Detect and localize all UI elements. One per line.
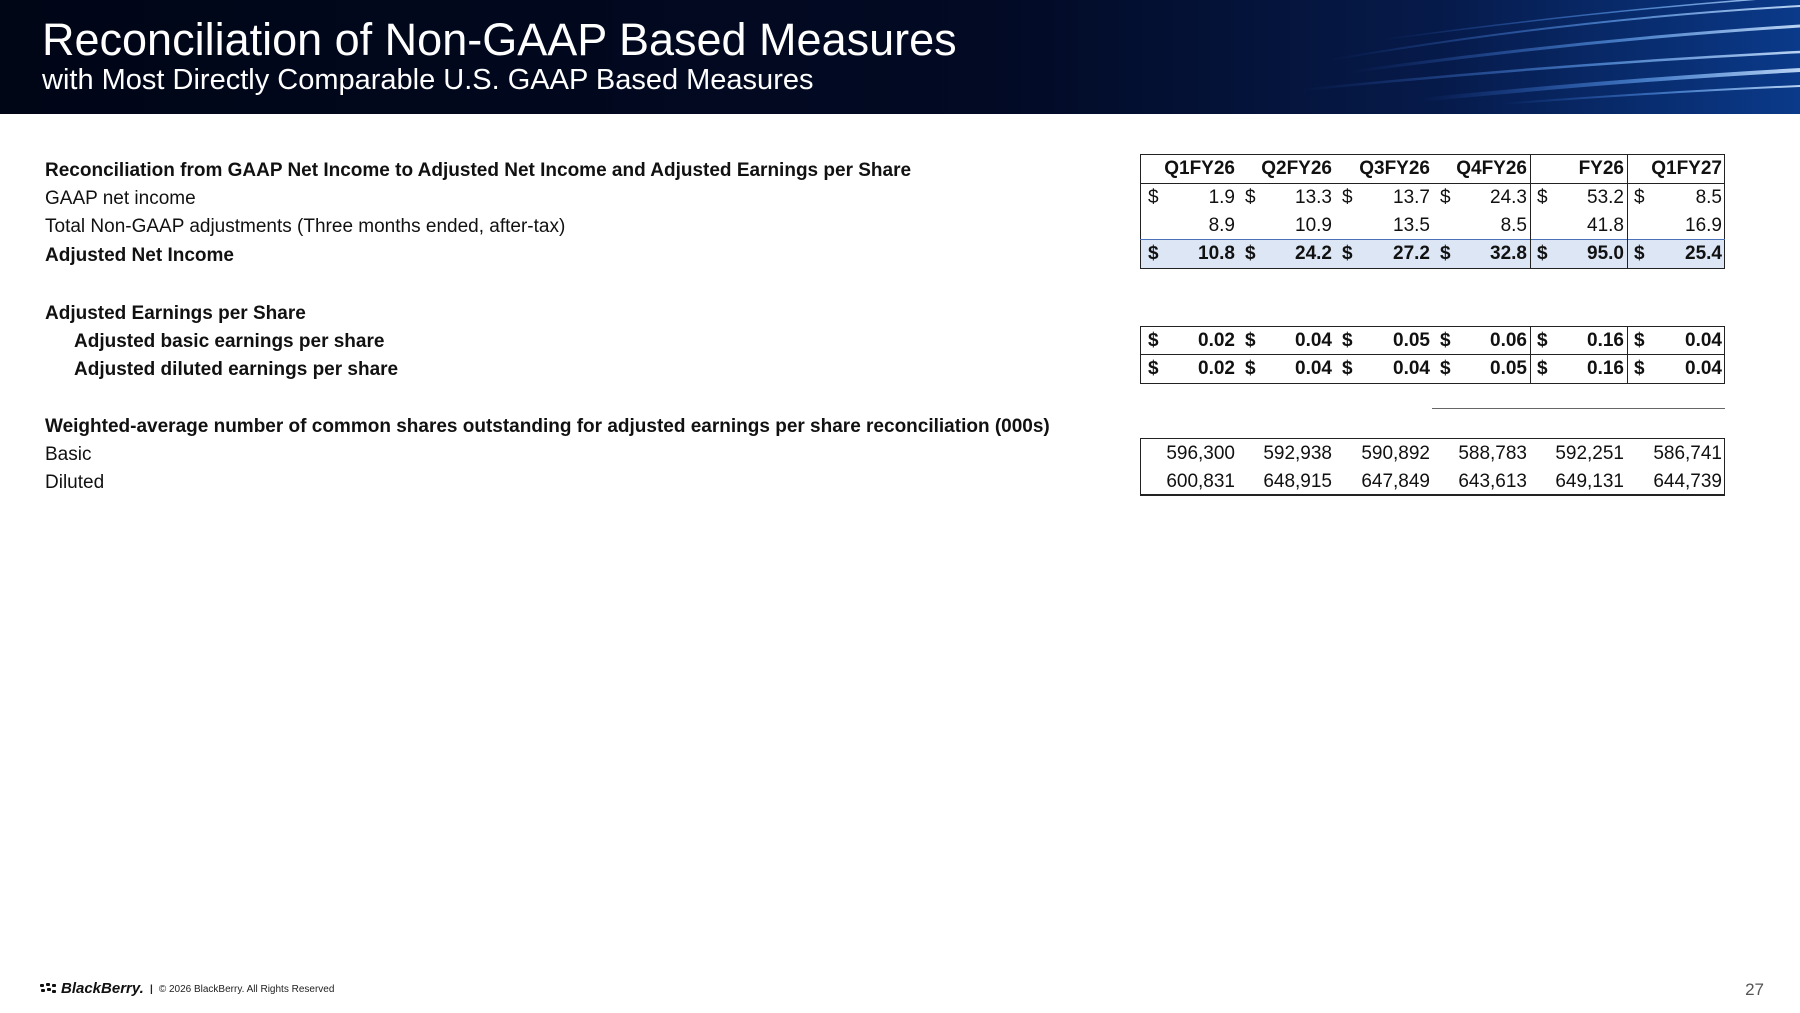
table-cell: 592,251	[1555, 443, 1624, 464]
table-cell: 0.05	[1490, 358, 1527, 379]
column-header: Q2FY26	[1261, 158, 1332, 179]
table-cell: 25.4	[1685, 243, 1722, 264]
table-divider	[1140, 239, 1725, 240]
currency-symbol: $	[1148, 358, 1159, 379]
page-title: Reconciliation of Non-GAAP Based Measures	[42, 14, 957, 65]
page-subtitle: with Most Directly Comparable U.S. GAAP Based Measures	[42, 64, 814, 96]
table-divider	[1627, 326, 1628, 384]
currency-symbol: $	[1342, 243, 1353, 264]
section1-heading: Reconciliation from GAAP Net Income to Adjusted Net Income and Adjusted Earnings per Share	[45, 160, 912, 181]
table-cell: 0.16	[1587, 358, 1624, 379]
table-cell: 0.02	[1198, 330, 1235, 351]
table-cell: 24.3	[1490, 187, 1527, 208]
currency-symbol: $	[1245, 358, 1256, 379]
blackberry-logo-icon	[40, 983, 56, 995]
currency-symbol: $	[1537, 330, 1548, 351]
table-divider	[1530, 154, 1531, 269]
table-cell: 596,300	[1166, 443, 1235, 464]
currency-symbol: $	[1245, 187, 1256, 208]
currency-symbol: $	[1537, 187, 1548, 208]
table-cell: 0.04	[1295, 330, 1332, 351]
section2-heading: Adjusted Earnings per Share	[45, 303, 306, 324]
column-header: Q1FY27	[1651, 158, 1722, 179]
currency-symbol: $	[1634, 330, 1645, 351]
table-cell: 600,831	[1166, 471, 1235, 492]
column-header: Q3FY26	[1359, 158, 1430, 179]
section3-heading: Weighted-average number of common shares outstanding for adjusted earnings per share reconciliation (000s)	[45, 416, 1050, 437]
table-divider	[1530, 326, 1531, 384]
table-cell: 32.8	[1490, 243, 1527, 264]
table-border	[1140, 154, 1725, 269]
currency-symbol: $	[1634, 187, 1645, 208]
table-cell: 16.9	[1685, 215, 1722, 236]
column-header: Q1FY26	[1164, 158, 1235, 179]
table-cell: 0.04	[1393, 358, 1430, 379]
currency-symbol: $	[1342, 187, 1353, 208]
brand-logo	[40, 980, 144, 997]
currency-symbol: $	[1634, 358, 1645, 379]
table-cell: 0.04	[1295, 358, 1332, 379]
table-cell: 10.9	[1295, 215, 1332, 236]
currency-symbol: $	[1537, 243, 1548, 264]
currency-symbol: $	[1537, 358, 1548, 379]
row-label: Total Non-GAAP adjustments (Three months ended, after-tax)	[45, 216, 566, 237]
table-cell: 13.5	[1393, 215, 1430, 236]
currency-symbol: $	[1148, 187, 1159, 208]
currency-symbol: $	[1440, 358, 1451, 379]
table-cell: 586,741	[1653, 443, 1722, 464]
currency-symbol: $	[1342, 330, 1353, 351]
row-label: GAAP net income	[45, 188, 196, 209]
table-divider	[1140, 354, 1725, 355]
separator-line	[1432, 408, 1725, 409]
table-cell: 27.2	[1393, 243, 1430, 264]
table-border	[1140, 438, 1725, 496]
table-cell: 588,783	[1458, 443, 1527, 464]
table-cell: 643,613	[1458, 471, 1527, 492]
table-border	[1140, 326, 1725, 384]
currency-symbol: $	[1148, 330, 1159, 351]
table-cell: 0.05	[1393, 330, 1430, 351]
column-header: Q4FY26	[1456, 158, 1527, 179]
currency-symbol: $	[1342, 358, 1353, 379]
table-cell: 13.7	[1393, 187, 1430, 208]
table-cell: 53.2	[1587, 187, 1624, 208]
table-cell: 0.06	[1490, 330, 1527, 351]
table-cell: 1.9	[1208, 187, 1235, 208]
table-cell: 592,938	[1263, 443, 1332, 464]
currency-symbol: $	[1634, 243, 1645, 264]
table-cell: 648,915	[1263, 471, 1332, 492]
row-label: Adjusted Net Income	[45, 245, 234, 266]
table-cell: 8.9	[1208, 215, 1235, 236]
row-label: Diluted	[45, 472, 105, 493]
currency-symbol: $	[1245, 243, 1256, 264]
currency-symbol: $	[1148, 243, 1159, 264]
table-cell: 647,849	[1361, 471, 1430, 492]
row-label: Adjusted diluted earnings per share	[74, 359, 399, 380]
table-cell: 644,739	[1653, 471, 1722, 492]
copyright	[150, 984, 334, 995]
currency-symbol: $	[1440, 187, 1451, 208]
currency-symbol: $	[1440, 330, 1451, 351]
table-divider	[1627, 154, 1628, 269]
header-banner	[0, 0, 1800, 114]
table-cell: 8.5	[1500, 215, 1527, 236]
table-divider	[1140, 183, 1725, 184]
row-label: Adjusted basic earnings per share	[74, 331, 385, 352]
table-cell: 8.5	[1695, 187, 1722, 208]
table-cell: 24.2	[1295, 243, 1332, 264]
logo-text: BlackBerry.	[61, 980, 144, 997]
copyright-text: © 2026 BlackBerry. All Rights Reserved	[158, 984, 335, 995]
currency-symbol: $	[1440, 243, 1451, 264]
table-cell: 590,892	[1361, 443, 1430, 464]
column-header: FY26	[1578, 158, 1624, 179]
table-cell: 95.0	[1587, 243, 1624, 264]
page-number: 27	[1745, 980, 1764, 999]
table-cell: 649,131	[1555, 471, 1624, 492]
table-cell: 0.02	[1198, 358, 1235, 379]
table-cell: 0.04	[1685, 330, 1722, 351]
table-cell: 13.3	[1295, 187, 1332, 208]
currency-symbol: $	[1245, 330, 1256, 351]
table-cell: 0.16	[1587, 330, 1624, 351]
table-cell: 10.8	[1198, 243, 1235, 264]
row-label: Basic	[45, 444, 92, 465]
table-cell: 41.8	[1587, 215, 1624, 236]
footer-separator: |	[150, 984, 153, 995]
table-cell: 0.04	[1685, 358, 1722, 379]
